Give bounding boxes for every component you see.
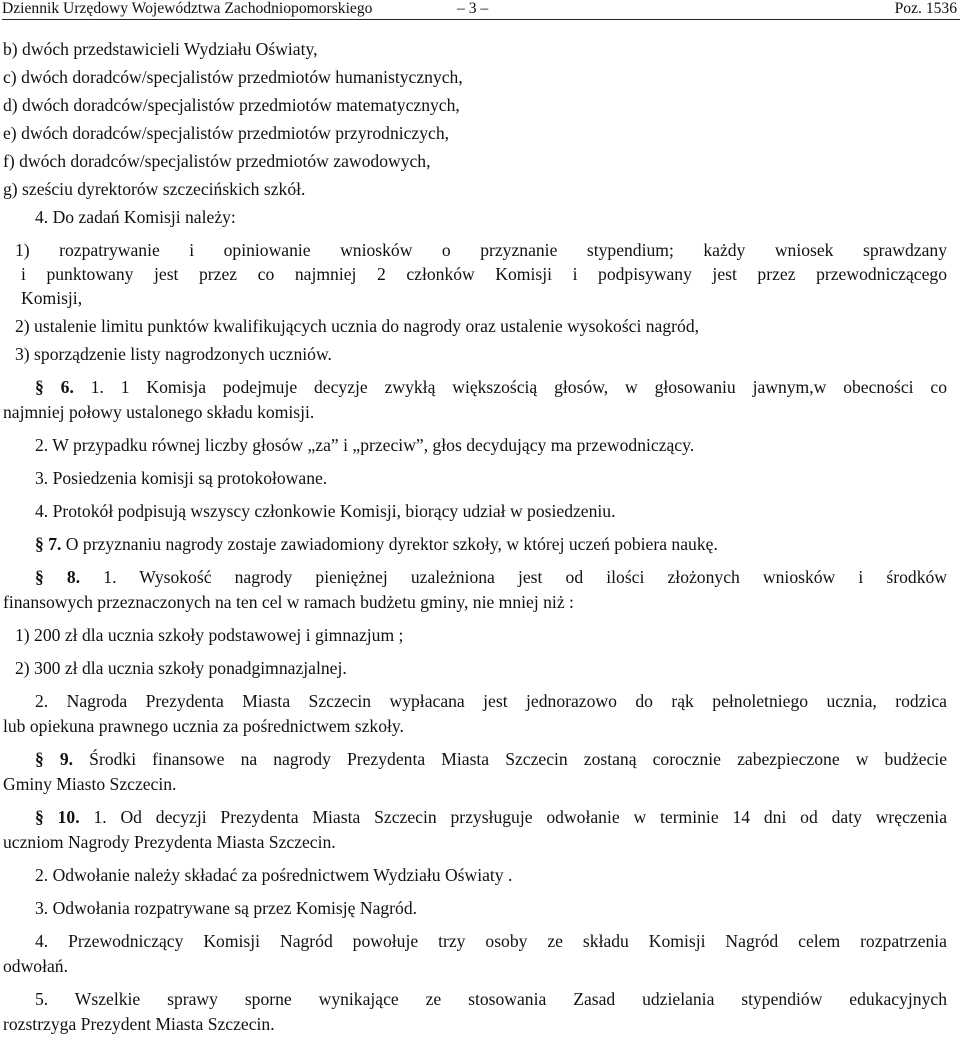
section-10-number: § 10. (35, 807, 80, 827)
list-item-c: c) dwóch doradców/specjalistów przedmiotów humanistycznych, (3, 67, 463, 87)
section-7 (3, 530, 947, 558)
section-8-paragraph-1-text: 1. Wysokość nagrody pieniężnej uzależniona jest od ilości złożonych wniosków i środków (103, 567, 948, 587)
position-number: Poz. 1536 (894, 0, 957, 17)
section-8-item-1: 1) 200 zł dla ucznia szkoły podstawowej i gimnazjum ; (15, 625, 404, 645)
section-8-number: § 8. (35, 567, 81, 587)
section-6-paragraph-2: 2. W przypadku równej liczby głosów „za” i „przeciw”, głos decydujący ma przewodniczący. (35, 435, 695, 455)
section-10-paragraph-1-text: 1. Od decyzji Prezydenta Miasta Szczecin przysługuje odwołanie w terminie 14 dni od daty wręczenia (93, 807, 947, 827)
section-6-number: § 6. (35, 377, 74, 397)
paragraph-4-item-3: 3) sporządzenie listy nagrodzonych uczniów. (15, 344, 332, 364)
section-8-item-2: 2) 300 zł dla ucznia szkoły ponadgimnazjalnej. (15, 658, 347, 678)
section-7-number: § 7. (35, 534, 62, 554)
section-10-paragraph-1-line-1 (3, 803, 947, 831)
section-6-paragraph-4: 4. Protokół podpisują wszyscy członkowie Komisji, biorący udział w posiedzeniu. (35, 501, 616, 521)
paragraph-4-item-1-line-2: i punktowany jest przez co najmniej 2 członków Komisji i podpisywany jest przez przewodniczącego (21, 264, 947, 284)
page-header (2, 0, 960, 22)
section-6-paragraph-3: 3. Posiedzenia komisji są protokołowane. (35, 468, 328, 488)
paragraph-4-item-1-line-1: 1) rozpatrywanie i opiniowanie wniosków o przyznanie stypendium; każdy wniosek sprawdzany (15, 240, 947, 260)
section-10-paragraph-1-line-2: uczniom Nagrody Prezydenta Miasta Szczecin. (3, 832, 336, 852)
section-7-text: O przyznaniu nagrody zostaje zawiadomiony dyrektor szkoły, w której uczeń pobiera naukę. (65, 534, 718, 554)
paragraph-4-intro: 4. Do zadań Komisji należy: (35, 207, 236, 227)
section-6-paragraph-1-text: 1. 1 Komisja podejmuje decyzje zwykłą większością głosów, w głosowaniu jawnym,w obecności co (90, 377, 948, 397)
section-6-paragraph-1-line-2: najmniej połowy ustalonego składu komisji. (3, 402, 315, 422)
section-10-paragraph-5-line-2: rozstrzyga Prezydent Miasta Szczecin. (3, 1014, 275, 1034)
section-9-number: § 9. (35, 749, 74, 769)
list-item-g: g) sześciu dyrektorów szczecińskich szkół. (3, 179, 306, 199)
list-item-b: b) dwóch przedstawicieli Wydziału Oświaty, (3, 39, 318, 59)
section-6-paragraph-1-line-1 (3, 373, 947, 401)
document-body (3, 35, 947, 1038)
journal-title: Dziennik Urzędowy Województwa Zachodniopomorskiego (2, 0, 373, 17)
section-10-paragraph-3: 3. Odwołania rozpatrywane są przez Komisję Nagród. (35, 898, 418, 918)
section-10-paragraph-5-line-1: 5. Wszelkie sprawy sporne wynikające ze stosowania Zasad udzielania stypendiów edukacyjnych (35, 989, 947, 1009)
header-divider (2, 19, 960, 20)
list-item-d: d) dwóch doradców/specjalistów przedmiotów matematycznych, (3, 95, 460, 115)
section-9-text: Środki finansowe na nagrody Prezydenta Miasta Szczecin zostaną corocznie zabezpieczone w budżecie (89, 749, 948, 769)
paragraph-4-item-2: 2) ustalenie limitu punktów kwalifikujących ucznia do nagrody oraz ustalenie wysokości nagród, (15, 316, 700, 336)
section-8-paragraph-1-line-2: finansowych przeznaczonych na ten cel w ramach budżetu gminy, nie mniej niż : (3, 592, 574, 612)
section-10-paragraph-2: 2. Odwołanie należy składać za pośrednictwem Wydziału Oświaty . (35, 865, 513, 885)
list-item-f: f) dwóch doradców/specjalistów przedmiotów zawodowych, (3, 151, 431, 171)
section-8-paragraph-2-line-1: 2. Nagroda Prezydenta Miasta Szczecin wypłacana jest jednorazowo do rąk pełnoletniego ucznia, rodzica (35, 691, 947, 711)
paragraph-4-item-1-line-3: Komisji, (21, 288, 83, 308)
page-number: – 3 – (457, 0, 489, 17)
section-10-paragraph-4-line-1: 4. Przewodniczący Komisji Nagród powołuje trzy osoby ze składu Komisji Nagród celem rozpatrzenia (35, 931, 947, 951)
section-10-paragraph-4-line-2: odwołań. (3, 956, 68, 976)
section-9-line-2: Gminy Miasto Szczecin. (3, 774, 177, 794)
section-8-paragraph-1-line-1 (3, 563, 947, 591)
section-8-paragraph-2-line-2: lub opiekuna prawnego ucznia za pośrednictwem szkoły. (3, 716, 404, 736)
section-9-line-1 (3, 745, 947, 773)
list-item-e: e) dwóch doradców/specjalistów przedmiotów przyrodniczych, (3, 123, 450, 143)
